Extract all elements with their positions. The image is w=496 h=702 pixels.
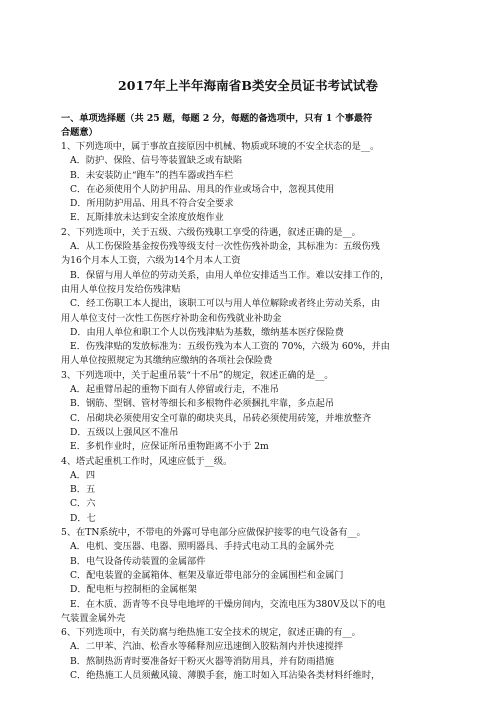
question-line: 用人单位支付一次性工伤医疗补助金和伤残就业补助金 — [61, 312, 282, 324]
answer-option-line: D．七 — [70, 512, 96, 524]
answer-option-line: C．在必须使用个人防护用品、用具的作业或场合中，忽视其使用 — [70, 183, 335, 195]
answer-option-line: C．六 — [70, 498, 96, 510]
question-line: 用人单位按照规定为其缴纳应缴纳的各项社会保险费 — [61, 355, 273, 367]
document-title: 2017年上半年海南省B类安全员证书考试试卷 — [117, 78, 379, 93]
answer-option-line: C．配电装置的金属箱体、框架及靠近带电部分的金属围栏和金属门 — [70, 569, 344, 581]
answer-option-line: D．配电柜与控制柜的金属框架 — [70, 584, 197, 596]
question-line: 气装置金属外壳 — [61, 612, 126, 624]
answer-option-line: D．所用防护用品、用具不符合安全要求 — [70, 198, 234, 210]
question-line: 1、下列选项中，属于事故直接原因中机械、物质或环境的不安全状态的是__。 — [61, 141, 380, 152]
answer-option-line: C．绝热施工人员须戴风镜、薄膜手套，施工时如入耳沾染各类材料纤维时， — [70, 669, 381, 681]
answer-option-line: B．五 — [70, 484, 96, 496]
question-line: 4、塔式起重机工作时，风速应低于__级。 — [61, 455, 233, 467]
answer-option-line: C．经工伤职工本人提出，该职工可以与用人单位解除或者终止劳动关系，由 — [70, 298, 381, 310]
question-line: 5、在TN系统中，不带电的外露可导电部分应做保护接零的电气设备有__。 — [61, 527, 366, 539]
answer-option-line: E．在木质、沥青等不良导电地坪的干燥房间内，交流电压为380V及以下的电 — [70, 598, 386, 610]
question-line: 6、下列选项中，有关防腐与绝热施工安全技术的规定，叙述正确的有__。 — [61, 627, 361, 639]
answer-option-line: E．多机作业时，应保证所吊重物距离不小于 2m — [70, 441, 269, 453]
answer-option-line: B．钢筋、型钢、管材等细长和多根物件必须捆扎牢靠，多点起吊 — [70, 398, 335, 410]
question-line: 3、下列选项中，关于起重吊装“十不吊”的规定，叙述正确的是__。 — [61, 369, 334, 381]
question-line: 2、下列选项中，关于五级、六级伤残职工享受的待遇，叙述正确的是__。 — [61, 226, 361, 238]
answer-option-line: D．由用人单位和职工个人以伤残津贴为基数，缴纳基本医疗保险费 — [70, 326, 344, 338]
answer-option-line: A．起重臂吊起的重物下面有人停留或行走，不准吊 — [70, 384, 279, 396]
answer-option-line: B．电气设备传动装置的金属部件 — [70, 555, 206, 567]
answer-option-line: E．伤残津贴的发放标准为：五级伤残为本人工资的 70%，六级为 60%，并由 — [70, 341, 390, 353]
answer-option-line: B．熬制热沥青时要准备好干粉灭火器等消防用具，并有防雨措施 — [70, 655, 335, 667]
answer-option-line: A．防护、保险、信号等装置缺乏或有缺陷 — [70, 155, 243, 167]
answer-option-line: A．二甲苯、汽油、松香水等稀释剂应迅速倒入胶粘剂内并快速搅拌 — [70, 641, 344, 653]
answer-option-line: B．未安装防止“跑车”的挡车器或挡车栏 — [70, 169, 234, 181]
answer-option-line: B．保留与用人单位的劳动关系，由用人单位安排适当工作。难以安排工作的， — [70, 269, 390, 281]
section-heading-line-1: 一、单项选择题（共 25 题，每题 2 分，每题的备选项中，只有 1 个事最符 — [61, 113, 373, 124]
section-heading-line-2: 合题意） — [61, 127, 98, 138]
question-list — [61, 140, 441, 683]
answer-option-line: D．五级以上强风区不准吊 — [70, 426, 179, 438]
answer-option-line: A．电机、变压器、电器、照明器具、手持式电动工具的金属外壳 — [70, 541, 334, 553]
question-line: 由用人单位按月发给伤残津贴 — [61, 283, 181, 295]
answer-option-line: E．瓦斯排放未达到安全浓度放炮作业 — [70, 212, 224, 224]
section-heading — [61, 112, 441, 140]
answer-option-line: A．四 — [70, 469, 96, 481]
question-line: 为16个月本人工资，六级为14个月本人工资 — [61, 255, 241, 267]
answer-option-line: C．吊砌块必须使用安全可靠的砌块夹具，吊砖必须使用砖笼，并堆放整齐 — [70, 412, 372, 424]
answer-option-line: A．从工伤保险基金按伤残等级支付一次性伤残补助金，其标准为：五级伤残 — [70, 241, 380, 253]
